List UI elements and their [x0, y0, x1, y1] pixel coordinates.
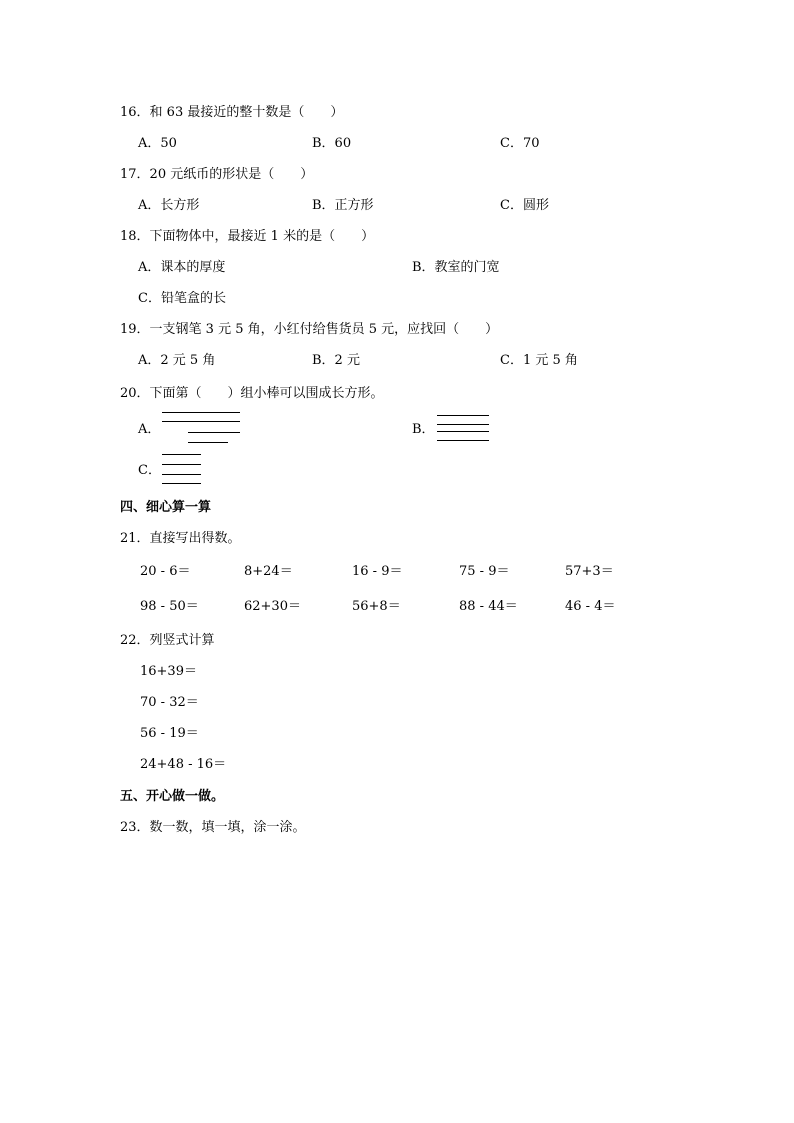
q20-option-a: A．	[138, 422, 161, 437]
q21-r1-c3: 16 - 9＝	[352, 564, 403, 579]
q18-option-a: A．课本的厚度	[138, 260, 226, 275]
q21-r2-c5: 46 - 4＝	[565, 599, 616, 614]
stick-long-1	[162, 412, 240, 413]
q20-stem: 20．下面第（ ）组小棒可以围成长方形。	[120, 386, 384, 401]
q18-option-b: B．教室的门宽	[412, 260, 500, 275]
q21-r1-c4: 75 - 9＝	[459, 564, 510, 579]
q19-option-c: C．1 元 5 角	[500, 353, 578, 368]
q20-option-c: C．	[138, 463, 161, 478]
q19-stem: 19．一支钢笔 3 元 5 角，小红付给售货员 5 元，应找回（ ）	[120, 322, 499, 337]
q21-r2-c4: 88 - 44＝	[459, 599, 518, 614]
q21-r2-c2: 62+30＝	[244, 599, 301, 614]
q18-stem: 18．下面物体中，最接近 1 米的是（ ）	[120, 229, 375, 244]
q16-option-b: B．60	[312, 136, 352, 151]
q16-option-a: A．50	[138, 136, 177, 151]
section-4-title: 四、细心算一算	[120, 500, 212, 515]
q17-option-a: A．长方形	[138, 198, 200, 213]
q21-stem: 21．直接写出得数。	[120, 531, 241, 546]
q16-option-c: C．70	[500, 136, 540, 151]
q22-item-1: 16+39＝	[140, 664, 197, 679]
q23-stem: 23．数一数，填一填，涂一涂。	[120, 820, 306, 835]
q21-r1-c1: 20 - 6＝	[140, 564, 191, 579]
stick-short-2	[188, 442, 228, 443]
q21-r2-c1: 98 - 50＝	[140, 599, 199, 614]
stick-1	[162, 454, 201, 455]
q18-option-c: C．铅笔盒的长	[138, 291, 226, 306]
stick-long-2	[162, 421, 240, 422]
stick-1	[437, 415, 489, 416]
q17-stem: 17．20 元纸币的形状是（ ）	[120, 167, 314, 182]
q16-stem: 16．和 63 最接近的整十数是（ ）	[120, 105, 344, 120]
stick-short-1	[188, 432, 240, 433]
q20-option-b: B．	[412, 422, 435, 437]
stick-2	[162, 464, 201, 465]
q19-option-a: A．2 元 5 角	[138, 353, 216, 368]
q21-r2-c3: 56+8＝	[352, 599, 401, 614]
stick-4	[162, 483, 201, 484]
stick-3	[162, 474, 201, 475]
stick-3	[437, 431, 489, 432]
q21-r1-c5: 57+3＝	[565, 564, 614, 579]
q22-stem: 22．列竖式计算	[120, 633, 215, 648]
section-5-title: 五、开心做一做。	[120, 789, 225, 804]
q17-option-b: B．正方形	[312, 198, 374, 213]
stick-2	[437, 424, 489, 425]
q19-option-b: B．2 元	[312, 353, 360, 368]
q22-item-2: 70 - 32＝	[140, 695, 199, 710]
q21-r1-c2: 8+24＝	[244, 564, 293, 579]
q22-item-4: 24+48 - 16＝	[140, 757, 227, 772]
q17-option-c: C．圆形	[500, 198, 549, 213]
q22-item-3: 56 - 19＝	[140, 726, 199, 741]
stick-4	[437, 440, 489, 441]
